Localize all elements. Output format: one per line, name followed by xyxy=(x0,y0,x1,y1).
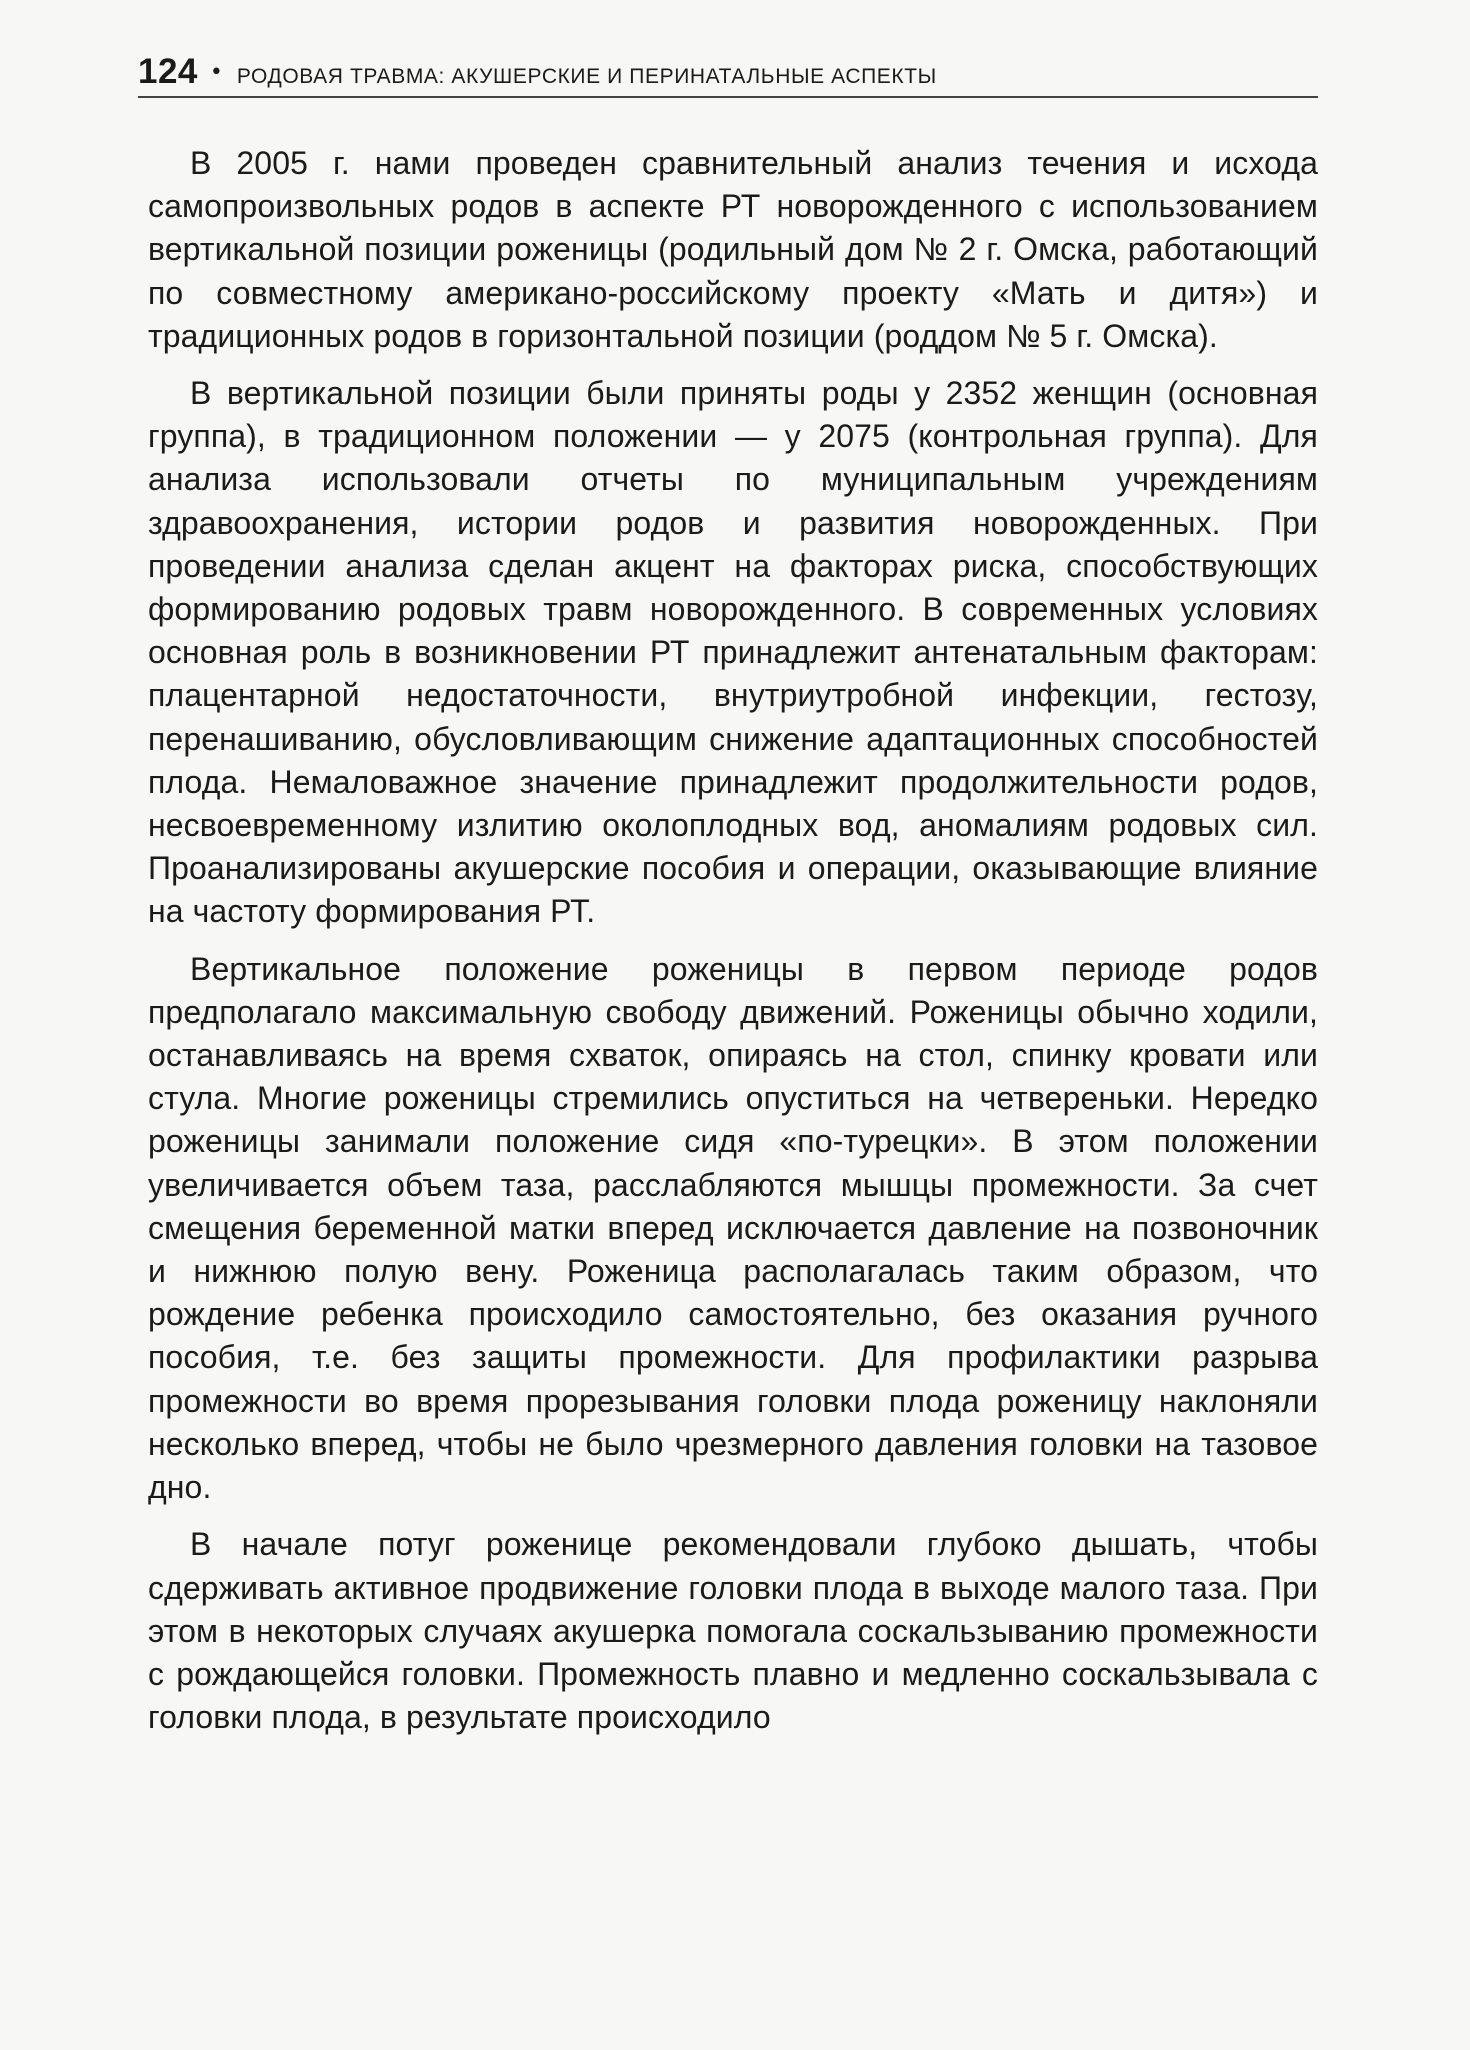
paragraph-3: Вертикальное положение роженицы в первом периоде родов предполагало максимальную свободу движений. Роженицы обычно ходили, останавливаясь на время схваток, опираясь на стол, спинку кровати или стула. Многие роженицы стремились опуститься на четвереньки. Нередко роженицы занимали положение сидя «по-турецки». В этом положении увеличивается объем таза, расслабляются мышцы промежности. За счет смещения беременной матки вперед исключается давление на позвоночник и нижнюю полую вену. Роженица располагалась таким образом, что рождение ребенка происходило самостоятельно, без оказания ручного пособия, т.е. без защиты промежности. Для профилактики разрыва промежности во время прорезывания головки плода роженицу наклоняли несколько вперед, чтобы не было чрезмерного давления головки на тазовое дно. xyxy=(148,950,1318,1506)
running-title: РОДОВАЯ ТРАВМА: АКУШЕРСКИЕ И ПЕРИНАТАЛЬНЫЕ АСПЕКТЫ xyxy=(236,65,937,88)
paragraph-4: В начале потуг роженице рекомендовали глубоко дышать, чтобы сдерживать активное продвижение головки плода в выходе малого таза. При этом в некоторых случаях акушерка помогала соскальзыванию промежности с рождающейся головки. Промежность плавно и медленно соскальзывала с головки плода, в результате происходило xyxy=(148,1526,1318,1736)
paragraph-2: В вертикальной позиции были приняты роды у 2352 женщин (основная группа), в традиционном положении — у 2075 (контрольная группа). Для анализа использовали отчеты по муниципальным учреждениям здравоохранения, истории родов и развития новорожденных. При проведении анализа сделан акцент на факторах риска, способствующих формированию родовых травм новорожденного. В современных условиях основная роль в возникновении РТ принадлежит антенатальным факторам: плацентарной недостаточности, внутриутробной инфекции, гестозу, перенашиванию, обусловливающим снижение адаптационных способностей плода. Немаловажное значение принадлежит продолжительности родов, несвоевременному излитию околоплодных вод, аномалиям родовых сил. Проанализированы акушерские пособия и операции, оказывающие влияние на частоту формирования РТ. xyxy=(148,375,1318,930)
page-number: 124 xyxy=(138,52,198,91)
bullet-separator: • xyxy=(209,60,223,85)
header-rule xyxy=(138,96,1318,98)
paragraph-1: В 2005 г. нами проведен сравнительный анализ течения и исхода самопроизвольных родов в аспекте РТ новорожденного с использованием вертикальной позиции роженицы (родильный дом № 2 г. Омска, работающий по совместному американо-российскому проекту «Мать и дитя») и традиционных родов в горизонтальной позиции (роддом № 5 г. Омска). xyxy=(148,145,1318,354)
running-head xyxy=(138,52,1318,102)
body-text xyxy=(148,142,1318,1753)
